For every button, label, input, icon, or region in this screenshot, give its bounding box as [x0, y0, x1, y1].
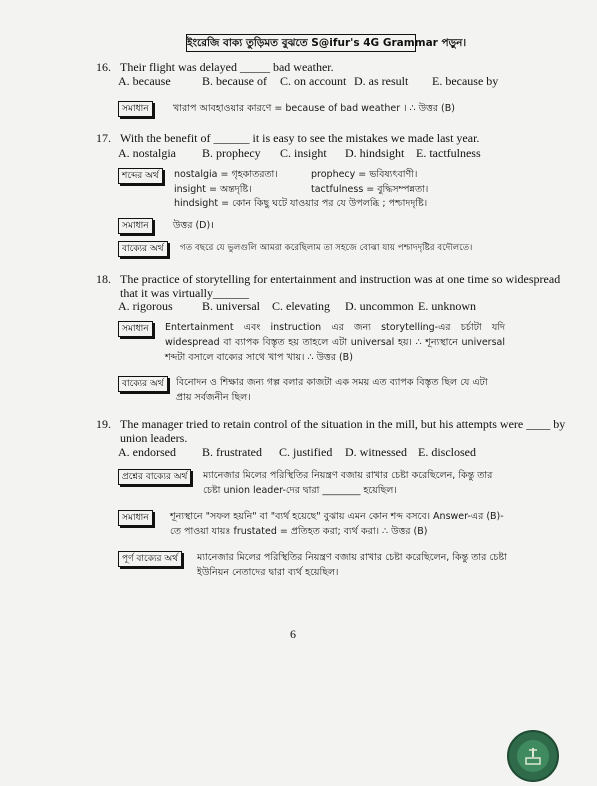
- option-d: D. uncommon: [345, 299, 414, 313]
- sentence-meaning-text: গত বছরে যে ভুলগুলি আমরা করেছিলাম তা সহজে বোঝা যায় পশ্চাদদৃষ্টির বদৌলতে।: [180, 243, 473, 253]
- option-c: C. elevating: [272, 299, 330, 313]
- word-meaning: nostalgia = গৃহকাতরতা।: [174, 169, 278, 180]
- word-meaning: prophecy = ভবিষ্যৎবাণী।: [311, 169, 418, 180]
- solution-text: উত্তর (D)।: [173, 220, 214, 231]
- option-e: E. disclosed: [418, 445, 476, 459]
- option-c: C. justified: [279, 445, 333, 459]
- question-number: 17.: [96, 131, 111, 145]
- sentence-meaning-tag: বাক্যের অর্থ: [118, 376, 168, 392]
- word-meaning: tactfulness = বুদ্ধিসম্পন্নতা।: [311, 184, 429, 195]
- solution-tag: সমাধান: [118, 101, 153, 117]
- option-a: A. endorsed: [118, 445, 176, 459]
- question-stem: The manager tried to retain control of the situation in the mill, but his attempts were ____ by union leaders.: [120, 417, 566, 445]
- word-meaning-tag: শব্দের অর্থ: [118, 168, 163, 184]
- question-number: 19.: [96, 417, 111, 431]
- promo-banner: ইংরেজি বাক্য তুড়িমত বুঝতে S@ifur's 4G Grammar পড়ুন।: [186, 34, 416, 52]
- page-number: 6: [290, 627, 296, 641]
- question-stem: With the benefit of ______ it is easy to see the mistakes we made last year.: [120, 131, 480, 145]
- option-b: B. frustrated: [202, 445, 262, 459]
- option-e: E. unknown: [418, 299, 476, 313]
- question-number: 16.: [96, 60, 111, 74]
- question-stem: Their flight was delayed _____ bad weather.: [120, 60, 334, 74]
- solution-tag: সমাধান: [118, 321, 153, 337]
- word-meaning: hindsight = কোন কিছু ঘটে যাওয়ার পর যে উপলব্ধি ; পশ্চাদদৃষ্টি।: [174, 198, 428, 209]
- option-d: D. hindsight: [345, 146, 405, 160]
- solution-text: শূন্যস্থানে "সফল হয়নি" বা "ব্যর্থ হয়েছে" বুঝায় এমন কোন শব্দ বসবে। Answer-এর (B)-তে পাওয়া যায়ঃ frustated = প্রতিহত করা; ব্যর্থ করা। ∴ উত্তর (B): [170, 511, 504, 537]
- full-sentence-meaning-text: ম্যানেজার মিলের পরিস্থিতির নিয়ন্ত্রণ বজায় রাখার চেষ্টা করেছিলেন, কিন্তু তার চেষ্টা ইউনিয়ন নেতাদের দ্বারা ব্যর্থ হয়েছিল।: [197, 552, 507, 578]
- question-number: 18.: [96, 272, 111, 286]
- option-e: E. because by: [432, 74, 499, 88]
- option-a: A. nostalgia: [118, 146, 176, 160]
- solution-tag: সমাধান: [118, 218, 153, 234]
- sentence-meaning-tag: বাক্যের অর্থ: [118, 241, 168, 257]
- publisher-logo: [507, 730, 559, 782]
- option-a: A. rigorous: [118, 299, 173, 313]
- solution-tag: সমাধান: [118, 510, 153, 526]
- question-stem: The practice of storytelling for entertainment and instruction was at one time so widespread that it was virtually______: [120, 272, 561, 300]
- solution-text: খারাপ আবহাওয়ার কারণে = because of bad weather । ∴ উত্তর (B): [173, 103, 455, 114]
- option-e: E. tactfulness: [416, 146, 481, 160]
- option-b: B. universal: [202, 299, 260, 313]
- word-meaning: insight = অন্তদৃষ্টি।: [174, 184, 252, 195]
- book-icon: [517, 740, 549, 772]
- question-meaning-text: ম্যানেজার মিলের পরিস্থিতির নিয়ন্ত্রণ বজায় রাখার চেষ্টা করেছিলেন, কিন্তু তার চেষ্টা union leader-দের দ্বারা ________ হয়েছিল।: [203, 470, 493, 496]
- option-d: D. as result: [354, 74, 409, 88]
- question-meaning-tag: প্রশ্নের বাক্যের অর্থ: [118, 469, 191, 485]
- solution-text: Entertainment এবং instruction এর জন্য storytelling-এর চর্চাটা যদি widespread বা ব্যাপক বিস্তৃত হয় তাহলে এটা universal হয়। ∴ শূন্যস্থানে universal শব্দটা বসালে বাক্যের সাথে খাপ খায়। ∴ উত্তর (B): [165, 322, 505, 363]
- option-d: D. witnessed: [345, 445, 407, 459]
- option-b: B. because of: [202, 74, 267, 88]
- sentence-meaning-text: বিনোদন ও শিক্ষার জন্য গল্প বলার কাজটা এক সময় এত ব্যাপক বিস্তৃত ছিল যে এটা প্রায় সর্বজনীন ছিল।: [176, 377, 488, 403]
- option-c: C. on account: [280, 74, 347, 88]
- option-a: A. because: [118, 74, 171, 88]
- full-sentence-meaning-tag: পূর্ণ বাক্যের অর্থ: [118, 551, 182, 567]
- option-c: C. insight: [280, 146, 327, 160]
- option-b: B. prophecy: [202, 146, 261, 160]
